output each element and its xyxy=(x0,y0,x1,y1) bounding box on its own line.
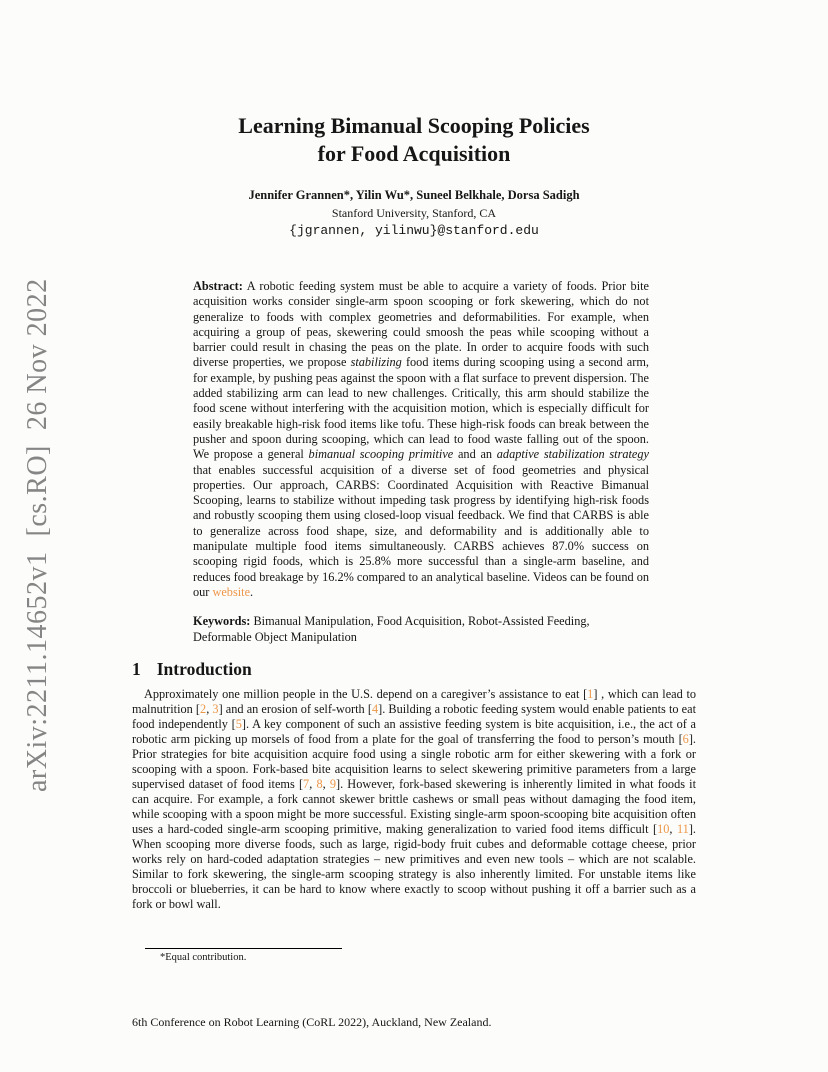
citation-link[interactable]: 7 xyxy=(303,776,310,791)
affiliation-line: Stanford University, Stanford, CA xyxy=(331,206,497,220)
section-heading-introduction xyxy=(132,659,696,679)
paper-title-line-2: for Food Acquisition xyxy=(317,141,511,166)
paper-content xyxy=(132,0,696,1072)
section-title: Introduction xyxy=(156,658,252,679)
arxiv-watermark: arXiv:2211.14652v1 [cs.RO] 26 Nov 2022 xyxy=(22,278,53,792)
citation-link[interactable]: 2 xyxy=(200,701,207,716)
keywords-text: Bimanual Manipulation, Food Acquisition, Robot-Assisted Feeding, Deformable Object Manipulation xyxy=(193,614,590,644)
citation-link[interactable]: 4 xyxy=(371,701,379,716)
abstract-text: A robotic feeding system must be able to acquire a variety of foods. Prior bite acquisition works consider single-arm spoon scooping or fork skewering, which do not generalize to foods with complex geometries and deformabilities. For example, when acquiring a group of peas, skewering could smoosh the peas while scooping without a barrier could result in chasing the peas on the plate. In order to acquire foods with such diverse properties, we propose stabilizing food items during scooping using a second arm, for example, by pushing peas against the spoon with a flat surface to prevent dispersion. The added stabilizing arm can lead to new challenges. Critically, this arm should stabilize the food scene without interfering with the acquisition motion, which is especially difficult for easily breakable high-risk food items like tofu. These high-risk foods can break between the pusher and spoon during scooping, which can lead to food waste falling out of the spoon. We propose a general bimanual scooping primitive and an adaptive stabilization strategy that enables successful acquisition of a diverse set of food geometries and physical properties. Our approach, CARBS: Coordinated Acquisition with Reactive Bimanual Scooping, learns to stabilize without impeding task progress by identifying high-risk foods and robustly scooping them using closed-loop visual feedback. We find that CARBS is able to generalize across food shape, size, and deformability and is additionally able to manipulate multiple food items simultaneously. CARBS achieves 87.0% success on scooping rigid foods, which is 25.8% more successful than a single-arm baseline, and reduces food breakage by 16.2% compared to an analytical baseline. Videos can be found on our website. xyxy=(193,279,649,599)
introduction-paragraph: Approximately one million people in the U.S. depend on a caregiver’s assistance to eat [1] , which can lead to malnutrition [2, 3] and an erosion of self-worth [4]. Building a robotic feeding system would enable patients to eat food independently [5]. A key component of such an assistive feeding system is bite acquisition, i.e., the act of a robotic arm picking up morsels of food from a plate for the goal of transferring the food to person’s mouth [6]. Prior strategies for bite acquisition acquire food using a single robotic arm for either skewering with a fork or scooping with a spoon. Fork-based bite acquisition learns to select skewering primitive parameters from a large supervised dataset of food items [7, 8, 9]. However, fork-based skewering is inherently limited in what foods it can acquire. For example, a fork cannot skewer brittle cashews or small peas without damaging the food item, while scooping with a spoon might be more successful. Existing single-arm spoon-scooping bite acquisition often uses a hard-coded single-arm scooping primitive, making generalization to varied food items difficult [10, 11]. When scooping more diverse foods, such as large, rigid-body fruit cubes and deformable cottage cheese, prior works rely on hard-coded adaptation strategies – new primitives and even new tools – which are not scalable. Similar to fork skewering, the single-arm scooping strategy is also inherently limited. For unstable items like broccoli or blueberries, it can be hard to know where exactly to scoop without pushing it off a barrier such as a fork or bowl wall. xyxy=(132,686,697,911)
authors-line: Jennifer Grannen*, Yilin Wu*, Suneel Belkhale, Dorsa Sadigh xyxy=(248,188,580,202)
conference-footer: 6th Conference on Robot Learning (CoRL 2022), Auckland, New Zealand. xyxy=(132,1015,492,1029)
website-link[interactable]: website xyxy=(212,584,251,599)
abstract-label: Abstract: xyxy=(193,279,243,293)
italic-text: adaptive stabilization strategy xyxy=(496,447,649,462)
italic-text: stabilizing xyxy=(350,355,402,370)
keywords-paragraph xyxy=(193,614,649,645)
citation-link[interactable]: 9 xyxy=(329,776,336,791)
email-line: {jgrannen, yilinwu}@stanford.edu xyxy=(289,223,539,238)
paper-title-line-1: Learning Bimanual Scooping Policies xyxy=(238,113,590,138)
paper-title xyxy=(132,112,696,168)
citation-link[interactable]: 1 xyxy=(587,686,594,701)
italic-text: bimanual scooping primitive xyxy=(308,447,454,462)
citation-link[interactable]: 11 xyxy=(676,821,689,836)
citation-link[interactable]: 8 xyxy=(316,776,323,791)
citation-link[interactable]: 3 xyxy=(212,701,219,716)
footnote-text: *Equal contribution. xyxy=(160,952,247,963)
citation-link[interactable]: 10 xyxy=(657,821,670,836)
citation-link[interactable]: 5 xyxy=(235,716,242,731)
keywords-label: Keywords: xyxy=(193,614,251,629)
abstract-paragraph xyxy=(193,279,649,600)
citation-link[interactable]: 6 xyxy=(682,731,689,746)
section-number: 1 xyxy=(132,658,141,679)
footnote-rule xyxy=(145,948,342,949)
